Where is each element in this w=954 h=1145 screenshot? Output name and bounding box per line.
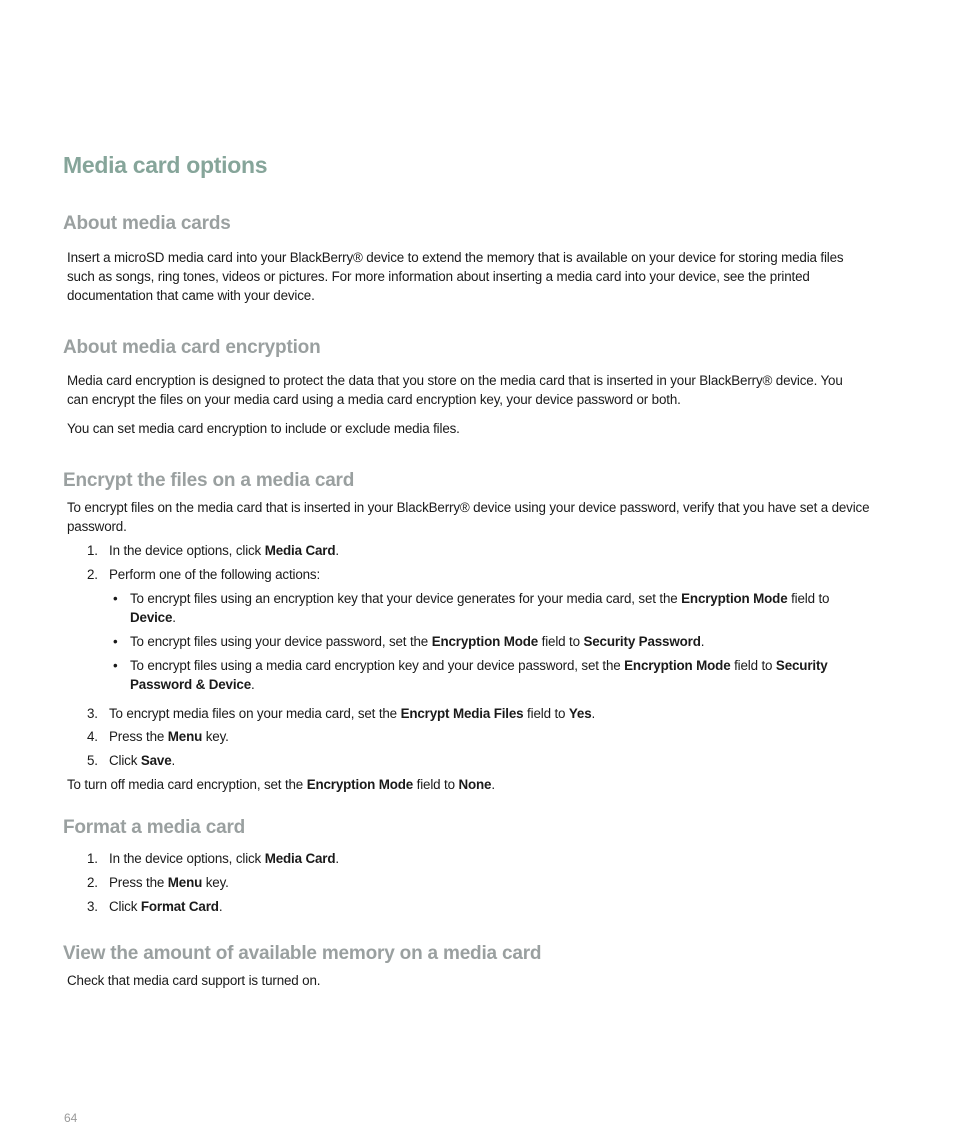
- step-text: Click: [109, 899, 141, 914]
- section-heading-available-memory: View the amount of available memory on a media card: [63, 943, 542, 964]
- step-text: field to: [523, 706, 569, 721]
- ui-term: Format Card: [140, 899, 219, 914]
- text-line: can encrypt the files on your media card using a media card encryption key, your device password or both.: [67, 392, 681, 407]
- step-item: [87, 751, 175, 770]
- text-line: such as songs, ring tones, videos or pictures. For more information about inserting a media card into your device, see the printed: [67, 269, 810, 284]
- section-heading-about-media-cards: About media cards: [63, 213, 231, 234]
- ui-term: Yes: [568, 706, 592, 721]
- bullet-icon: •: [113, 591, 118, 606]
- step-text: To encrypt media files on your media card, set the: [109, 706, 401, 721]
- bullet-text: To encrypt files using a media card encryption key and your device password, set the Encryption Mode field to Security Password & Device.: [130, 658, 828, 692]
- step-number: 3.: [87, 899, 98, 914]
- step-number: 1.: [87, 851, 98, 866]
- step-text: Press the: [109, 729, 168, 744]
- step-item: [87, 873, 229, 892]
- step-item: [87, 704, 595, 723]
- step-text: .: [335, 543, 339, 558]
- step-number: 3.: [87, 706, 98, 721]
- bullet-item: [113, 589, 883, 627]
- page-number: 64: [64, 1111, 78, 1125]
- step-number: 2.: [87, 875, 98, 890]
- step-item: [87, 565, 320, 584]
- step-item: [87, 727, 229, 746]
- page-title: Media card options: [63, 152, 268, 178]
- step-text: Press the: [109, 875, 168, 890]
- text-line: documentation that came with your device.: [67, 288, 315, 303]
- paragraph-available-memory: Check that media card support is turned on.: [67, 973, 321, 988]
- step-number: 1.: [87, 543, 98, 558]
- step-text: Perform one of the following actions:: [109, 567, 321, 582]
- text-line: Insert a microSD media card into your BlackBerry® device to extend the memory that is available on your device for storing media files: [67, 250, 844, 265]
- text-line: password.: [67, 519, 127, 534]
- paragraph-about-media-cards: [67, 248, 897, 305]
- step-text: .: [218, 899, 223, 914]
- step-text: .: [335, 851, 339, 866]
- step-text: In the device options, click: [109, 543, 265, 558]
- paragraph-encrypt-outro: To turn off media card encryption, set the Encryption Mode field to None.: [67, 777, 495, 792]
- bullet-icon: •: [113, 658, 118, 673]
- text-line: Media card encryption is designed to protect the data that you store on the media card that is inserted in your BlackBerry® device. You: [67, 373, 843, 388]
- step-item: [87, 541, 339, 560]
- bullet-text: To encrypt files using your device password, set the Encryption Mode field to Security Password.: [130, 634, 705, 649]
- paragraph-encrypt-intro: [67, 498, 897, 536]
- text-line: To encrypt files on the media card that is inserted in your BlackBerry® device using your device password, verify that you have set a device: [67, 500, 870, 515]
- section-heading-encrypt-files: Encrypt the files on a media card: [63, 470, 355, 491]
- step-item: [87, 897, 222, 916]
- step-number: 5.: [87, 753, 98, 768]
- section-heading-format: Format a media card: [63, 817, 246, 838]
- ui-term: Save: [140, 753, 172, 768]
- ui-term: Menu: [167, 875, 203, 890]
- ui-term: Encrypt Media Files: [400, 706, 524, 721]
- step-text: In the device options, click: [109, 851, 265, 866]
- step-number: 4.: [87, 729, 98, 744]
- paragraph-about-encryption: [67, 371, 897, 409]
- step-item: [87, 849, 339, 868]
- section-heading-about-encryption: About media card encryption: [63, 337, 321, 358]
- bullet-text: To encrypt files using an encryption key that your device generates for your media card, set the Encryption Mode field to Device.: [130, 591, 830, 625]
- bullet-icon: •: [113, 634, 118, 649]
- ui-term: Media Card: [264, 851, 336, 866]
- paragraph-encryption-media-files: You can set media card encryption to include or exclude media files.: [67, 421, 460, 436]
- step-text: .: [591, 706, 596, 721]
- step-text: Click: [109, 753, 141, 768]
- step-text: key.: [202, 729, 229, 744]
- ui-term: Menu: [167, 729, 203, 744]
- step-text: key.: [202, 875, 229, 890]
- bullet-item: [113, 656, 883, 694]
- step-number: 2.: [87, 567, 98, 582]
- bullet-item: [113, 632, 883, 651]
- step-text: .: [171, 753, 176, 768]
- ui-term: Media Card: [264, 543, 336, 558]
